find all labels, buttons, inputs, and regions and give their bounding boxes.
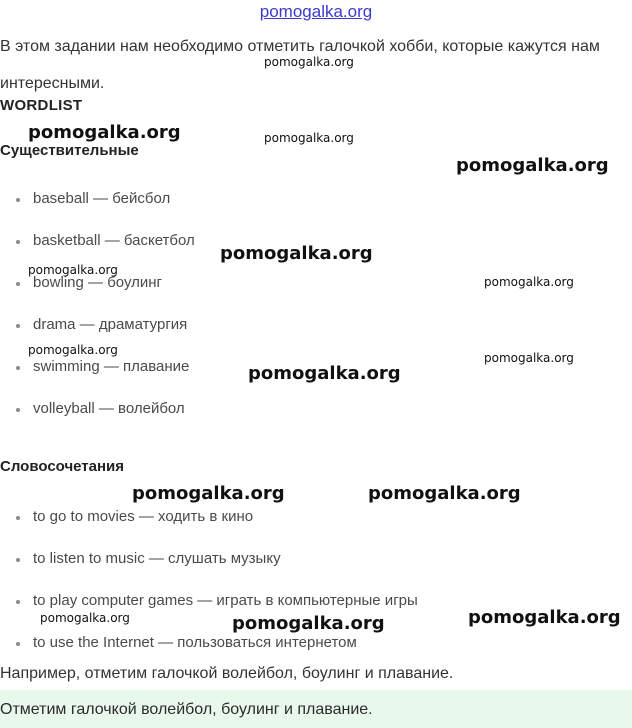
watermark: pomogalka.org xyxy=(232,613,385,634)
list-item: bowling — боулинг xyxy=(14,273,195,315)
site-watermark-header: pomogalka.org xyxy=(259,2,373,21)
watermark: pomogalka.org xyxy=(28,343,118,357)
nouns-heading: Существительные xyxy=(0,142,139,159)
list-item: to go to movies — ходить в кино xyxy=(14,507,418,549)
watermark: pomogalka.org xyxy=(456,155,609,176)
phrases-heading: Словосочетания xyxy=(0,458,125,475)
list-item: drama — драматургия xyxy=(14,315,195,357)
watermark: pomogalka.org xyxy=(248,363,401,384)
list-item: basketball — баскетбол xyxy=(14,231,195,273)
watermark: pomogalka.org xyxy=(468,607,621,628)
watermark: pomogalka.org xyxy=(220,243,373,264)
list-item: baseball — бейсбол xyxy=(14,189,195,231)
nouns-list xyxy=(14,189,195,441)
answer-box: Отметим галочкой волейбол, боулинг и плавание. xyxy=(0,690,632,728)
watermark: pomogalka.org xyxy=(40,611,130,625)
watermark: pomogalka.org xyxy=(132,483,285,504)
phrases-list xyxy=(14,507,418,675)
wordlist-heading: WORDLIST xyxy=(0,97,83,114)
list-item: to listen to music — слушать музыку xyxy=(14,549,418,591)
list-item: swimming — плавание xyxy=(14,357,195,399)
watermark: pomogalka.org xyxy=(484,351,574,365)
intro-text: В этом задании нам необходимо отметить галочкой хобби, которые кажутся нам интересными. xyxy=(0,38,600,92)
example-text: Например, отметим галочкой волейбол, боулинг и плавание. xyxy=(0,665,454,682)
watermark: pomogalka.org xyxy=(28,122,181,143)
watermark: pomogalka.org xyxy=(368,483,521,504)
list-item: volleyball — волейбол xyxy=(14,399,195,441)
watermark: pomogalka.org xyxy=(264,131,354,145)
watermark: pomogalka.org xyxy=(264,55,354,69)
watermark: pomogalka.org xyxy=(28,263,118,277)
watermark: pomogalka.org xyxy=(484,275,574,289)
list-item: to play computer games — играть в компьютерные игры xyxy=(14,591,418,633)
list-item: to use the Internet — пользоваться интернетом xyxy=(14,633,418,675)
